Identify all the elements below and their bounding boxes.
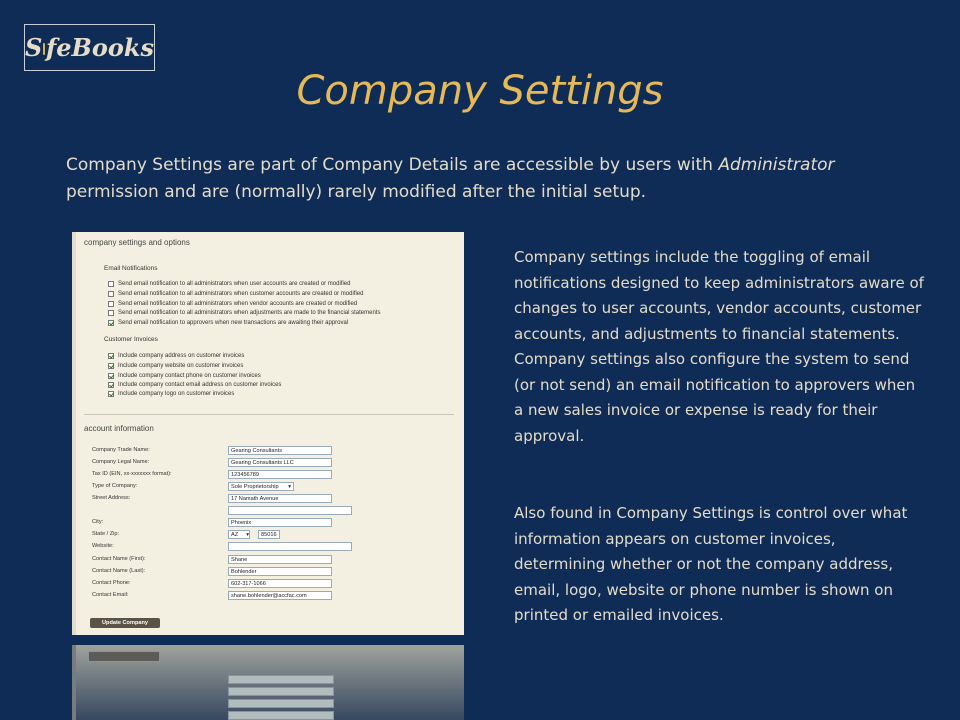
logo-text-start: S xyxy=(25,33,43,62)
divider xyxy=(84,414,454,415)
city-input[interactable]: Phoenix xyxy=(228,518,332,527)
email-option-customer-accounts[interactable]: Send email notification to all administrators when customer accounts are created or modified xyxy=(108,290,363,298)
checkbox-checked[interactable] xyxy=(108,391,114,397)
email-option-adjustments[interactable]: Send email notification to all administrators when adjustments are made to the financial statements xyxy=(108,309,380,317)
email-option-user-accounts[interactable]: Send email notification to all administrators when user accounts are created or modified xyxy=(108,280,350,288)
intro-paragraph xyxy=(66,152,926,206)
intro-part-1: Company Settings are part of Company Details are accessible by users with xyxy=(66,155,719,175)
checkbox-checked[interactable] xyxy=(108,353,114,359)
trade-name-label: Company Trade Name: xyxy=(92,447,150,453)
reflected-field xyxy=(228,687,334,696)
checkbox[interactable] xyxy=(108,301,114,307)
first-name-input[interactable]: Shane xyxy=(228,555,332,564)
email-input[interactable]: shane.bohlender@accfac.com xyxy=(228,591,332,600)
last-name-label: Contact Name (Last): xyxy=(92,568,146,574)
update-company-button[interactable]: Update Company xyxy=(90,618,160,628)
email-section-title: Email Notifications xyxy=(104,265,158,272)
checkbox-checked[interactable] xyxy=(108,320,114,326)
chevron-down-icon: ▾ xyxy=(246,532,249,538)
tax-id-label: Tax ID (EIN, xx-xxxxxxx format): xyxy=(92,471,172,477)
first-name-label: Contact Name (First): xyxy=(92,556,146,562)
company-type-select[interactable]: Sole Proprietorship ▾ xyxy=(228,482,294,491)
street-label: Street Address: xyxy=(92,495,131,501)
settings-heading: company settings and options xyxy=(84,238,190,247)
state-select[interactable]: AZ ▾ xyxy=(228,530,250,539)
checkbox-checked[interactable] xyxy=(108,382,114,388)
logo-text-end: feBooks xyxy=(45,33,154,62)
invoice-option-address[interactable]: Include company address on customer invoices xyxy=(108,352,244,360)
website-label: Website: xyxy=(92,543,114,549)
invoice-option-email[interactable]: Include company contact email address on customer invoices xyxy=(108,381,281,389)
invoice-section-title: Customer Invoices xyxy=(104,336,158,343)
phone-label: Contact Phone: xyxy=(92,580,131,586)
reflected-button xyxy=(88,651,160,662)
last-name-input[interactable]: Bohlender xyxy=(228,567,332,576)
checkbox-checked[interactable] xyxy=(108,373,114,379)
legal-name-label: Company Legal Name: xyxy=(92,459,150,465)
right-paragraph-1: Company settings include the toggling of email notifications designed to keep administrators aware of changes to user accounts, vendor accounts, customer accounts, and adjustments to financial statements. Company settings also configure the system to send (or not send) an email notification to approvers when a new sales invoice or expense is ready for their approval. xyxy=(514,248,924,445)
email-option-vendor-accounts[interactable]: Send email notification to all administrators when vendor accounts are created or modified xyxy=(108,300,357,308)
invoice-option-website[interactable]: Include company website on customer invoices xyxy=(108,362,243,370)
account-heading: account information xyxy=(84,424,154,433)
settings-screenshot xyxy=(72,232,464,635)
intro-italic: Administrator xyxy=(718,155,835,175)
trade-name-input[interactable]: Gearing Consultants xyxy=(228,446,332,455)
company-type-label: Type of Company: xyxy=(92,483,138,489)
intro-part-2: permission and are (normally) rarely modified after the initial setup. xyxy=(66,182,647,202)
screenshot-reflection xyxy=(72,645,464,720)
city-label: City: xyxy=(92,519,104,525)
chevron-down-icon: ▾ xyxy=(288,484,291,490)
email-option-approvers[interactable]: Send email notification to approvers when new transactions are awaiting their approval xyxy=(108,319,348,327)
invoice-option-phone[interactable]: Include company contact phone on customer invoices xyxy=(108,372,261,380)
website-input[interactable] xyxy=(228,542,352,551)
tax-id-input[interactable]: 123456789 xyxy=(228,470,332,479)
phone-input[interactable]: 602-317-1066 xyxy=(228,579,332,588)
state-zip-label: State / Zip: xyxy=(92,531,120,537)
checkbox-checked[interactable] xyxy=(108,363,114,369)
reflected-field xyxy=(228,699,334,708)
safebooks-logo xyxy=(24,24,155,71)
checkbox[interactable] xyxy=(108,310,114,316)
zip-input[interactable]: 85016 xyxy=(258,530,280,539)
reflected-field xyxy=(228,711,334,720)
legal-name-input[interactable]: Gearing Consultants LLC xyxy=(228,458,332,467)
right-paragraph-2: Also found in Company Settings is control over what information appears on customer invoices, determining whether or not the company address, email, logo, website or phone number is shown on printed or emailed invoices. xyxy=(514,504,908,624)
email-label: Contact Email: xyxy=(92,592,129,598)
street-line2-input[interactable] xyxy=(228,506,352,515)
reflected-field xyxy=(228,675,334,684)
checkbox[interactable] xyxy=(108,281,114,287)
slide-title: Company Settings xyxy=(296,68,664,114)
checkbox[interactable] xyxy=(108,291,114,297)
lock-icon xyxy=(43,43,45,55)
invoice-option-logo[interactable]: Include company logo on customer invoices xyxy=(108,390,234,398)
street-input[interactable]: 17 Namath Avenue xyxy=(228,494,332,503)
